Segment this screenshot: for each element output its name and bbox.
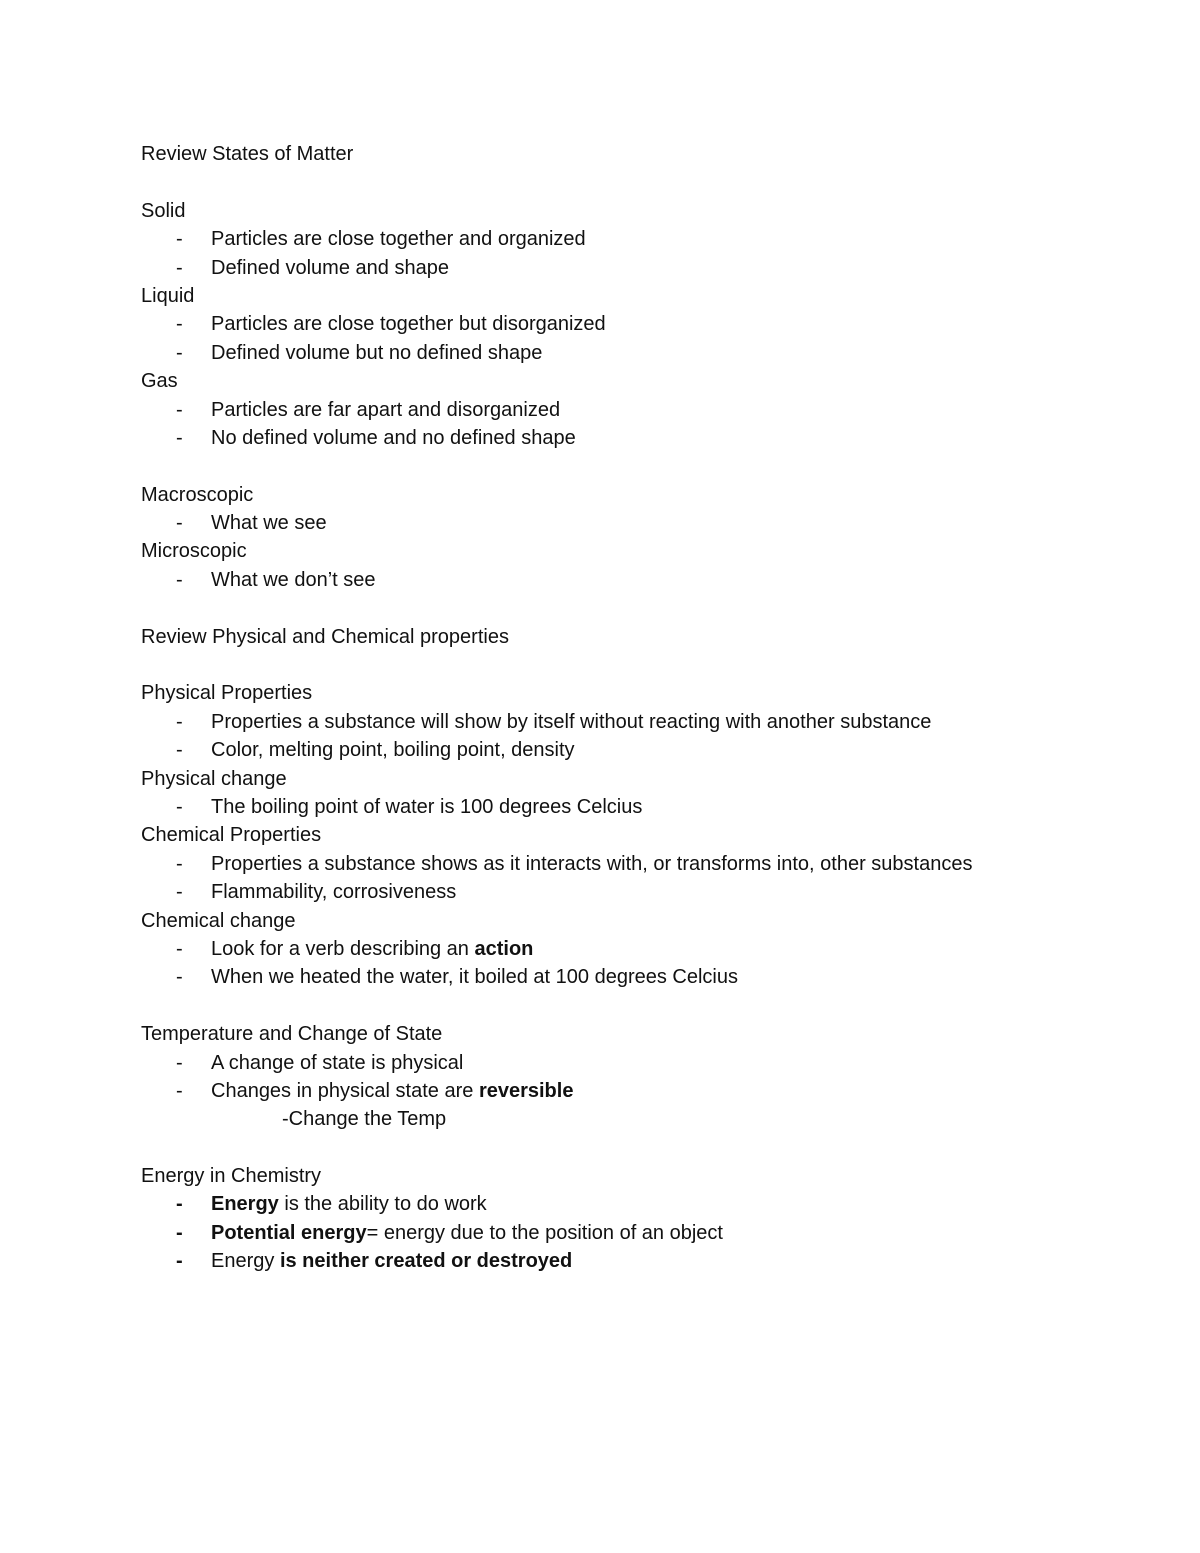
dash-bullet: - (176, 1051, 183, 1074)
dash-bullet: - (176, 568, 183, 591)
dash-bullet: - (176, 1079, 183, 1102)
heading-chemical-properties: Chemical Properties (141, 824, 322, 847)
list-item (141, 1049, 1141, 1077)
list-item-text: What we see (211, 512, 327, 535)
list-item-text: The boiling point of water is 100 degrees Celcius (211, 795, 643, 818)
list-item-text: Changes in physical state are (211, 1079, 479, 1102)
heading-temperature: Temperature and Change of State (141, 1023, 443, 1046)
blank-line (141, 594, 1141, 622)
list-item-text: Particles are close together but disorganized (211, 313, 606, 336)
dash-bullet: - (176, 710, 183, 733)
list-item-text: A change of state is physical (211, 1051, 464, 1074)
sub-note: -Change the Temp (282, 1108, 447, 1131)
list-item-text: No defined volume and no defined shape (211, 426, 576, 449)
heading-macroscopic: Macroscopic (141, 483, 254, 506)
blank-line (141, 651, 1141, 679)
dash-bullet: - (176, 1193, 183, 1216)
heading-physical-change: Physical change (141, 767, 287, 790)
list-item-text: = energy due to the position of an object (366, 1221, 723, 1244)
bold-term: reversible (478, 1079, 574, 1102)
list-item-text: Properties a substance will show by itself without reacting with another substance (211, 710, 932, 733)
heading-energy: Energy in Chemistry (141, 1165, 322, 1188)
dash-bullet: - (176, 313, 183, 336)
list-item (141, 708, 1141, 736)
section-title-properties: Review Physical and Chemical properties (141, 625, 509, 648)
list-item-text: Particles are far apart and disorganized (211, 398, 561, 421)
list-item (141, 1190, 1141, 1218)
dash-bullet: - (176, 256, 183, 279)
list-item (141, 254, 1141, 282)
heading-physical-properties: Physical Properties (141, 682, 313, 705)
list-item (141, 1219, 1141, 1247)
dash-bullet: - (176, 228, 183, 251)
heading-gas: Gas (141, 370, 178, 393)
blank-line (141, 168, 1141, 196)
dash-bullet: - (176, 1250, 183, 1273)
list-item (141, 793, 1141, 821)
list-item (141, 566, 1141, 594)
list-item (141, 1247, 1141, 1275)
list-item-text: Look for a verb describing an (211, 937, 475, 960)
list-item-text: is the ability to do work (278, 1193, 487, 1216)
dash-bullet: - (176, 341, 183, 364)
blank-line (141, 452, 1141, 480)
bold-term: action (474, 937, 534, 960)
heading-liquid: Liquid (141, 284, 195, 307)
list-item (141, 736, 1141, 764)
list-item (141, 850, 1141, 878)
dash-bullet: - (176, 512, 183, 535)
dash-bullet: - (176, 1221, 183, 1244)
heading-microscopic: Microscopic (141, 540, 247, 563)
bold-term: Potential energy (211, 1221, 367, 1244)
list-item (141, 878, 1141, 906)
list-item (141, 310, 1141, 338)
dash-bullet: - (176, 852, 183, 875)
dash-bullet: - (176, 795, 183, 818)
section-title-states-of-matter: Review States of Matter (141, 143, 354, 165)
list-item-text: Flammability, corrosiveness (211, 881, 457, 904)
list-item (141, 935, 1141, 963)
list-item (141, 1077, 1141, 1105)
dash-bullet: - (176, 966, 183, 989)
dash-bullet: - (176, 937, 183, 960)
list-item (141, 396, 1141, 424)
dash-bullet: - (176, 881, 183, 904)
list-item-text: Color, melting point, boiling point, density (211, 739, 575, 762)
list-item-text: What we don’t see (211, 568, 376, 591)
heading-solid: Solid (141, 199, 186, 222)
heading-chemical-change: Chemical change (141, 909, 296, 932)
list-item (141, 509, 1141, 537)
list-item (141, 225, 1141, 253)
list-item (141, 339, 1141, 367)
blank-line (141, 1134, 1141, 1162)
dash-bullet: - (176, 426, 183, 449)
list-item-text: Particles are close together and organized (211, 228, 586, 251)
list-item (141, 424, 1141, 452)
bold-term: is neither created or destroyed (279, 1250, 573, 1273)
dash-bullet: - (176, 739, 183, 762)
list-item-text: When we heated the water, it boiled at 100 degrees Celcius (211, 966, 738, 989)
list-item-text: Defined volume and shape (211, 256, 449, 279)
list-item-text: Energy (211, 1250, 280, 1273)
list-item-text: Properties a substance shows as it interacts with, or transforms into, other substances (211, 852, 973, 875)
list-item (141, 963, 1141, 991)
bold-term: Energy (211, 1193, 279, 1216)
document-page (141, 140, 1141, 1276)
blank-line (141, 992, 1141, 1020)
dash-bullet: - (176, 398, 183, 421)
list-item-text: Defined volume but no defined shape (211, 341, 543, 364)
